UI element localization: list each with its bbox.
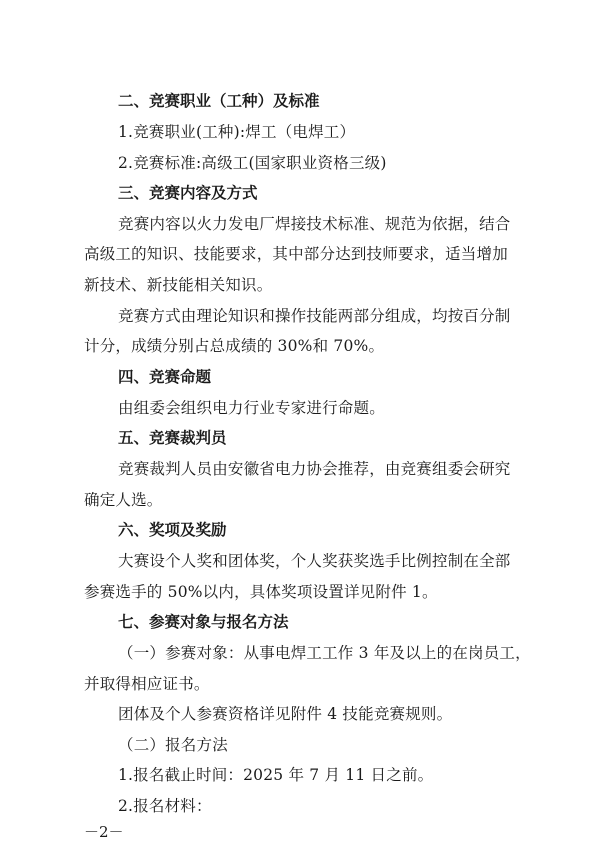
paragraph-line: 团体及个人参赛资格详见附件 4 技能竞赛规则。 bbox=[118, 705, 453, 723]
paragraph-line: 并取得相应证书。 bbox=[84, 675, 210, 693]
section-heading-2: 二、竞赛职业（工种）及标准 bbox=[118, 92, 320, 110]
paragraph-line: 竞赛内容以火力发电厂焊接技术标准、规范为依据，结合 bbox=[118, 215, 511, 233]
paragraph-line: 大赛设个人奖和团体奖，个人奖获奖选手比例控制在全部 bbox=[118, 552, 511, 570]
paragraph-line: 2.竞赛标准:高级工(国家职业资格三级) bbox=[118, 154, 387, 172]
paragraph-line: 竞赛裁判人员由安徽省电力协会推荐，由竞赛组委会研究 bbox=[118, 460, 511, 478]
paragraph-line: （一）参赛对象：从事电焊工工作 3 年及以上的在岗员工， bbox=[118, 644, 531, 662]
section-heading-4: 四、竞赛命题 bbox=[118, 368, 212, 386]
paragraph-line: 1.报名截止时间：2025 年 7 月 11 日之前。 bbox=[118, 766, 434, 784]
section-heading-5: 五、竞赛裁判员 bbox=[118, 429, 227, 447]
section-heading-3: 三、竞赛内容及方式 bbox=[118, 184, 258, 202]
section-heading-7: 七、参赛对象与报名方法 bbox=[118, 613, 289, 631]
paragraph-line: 1.竞赛职业(工种):焊工（电焊工） bbox=[118, 123, 356, 141]
subsection-heading: （二）报名方法 bbox=[118, 736, 228, 754]
paragraph-line: 确定人选。 bbox=[84, 491, 163, 509]
paragraph-line: 由组委会组织电力行业专家进行命题。 bbox=[118, 399, 385, 417]
paragraph-line: 参赛选手的 50%以内，具体奖项设置详见附件 1。 bbox=[84, 583, 438, 601]
paragraph-line: 2.报名材料： bbox=[118, 797, 212, 815]
paragraph-line: 计分，成绩分别占总成绩的 30%和 70%。 bbox=[84, 337, 385, 355]
paragraph-line: 高级工的知识、技能要求，其中部分达到技师要求，适当增加 bbox=[84, 245, 508, 263]
section-heading-6: 六、奖项及奖励 bbox=[118, 521, 227, 539]
page-number: －2－ bbox=[84, 823, 124, 841]
paragraph-line: 竞赛方式由理论知识和操作技能两部分组成，均按百分制 bbox=[118, 307, 511, 325]
paragraph-line: 新技术、新技能相关知识。 bbox=[84, 276, 273, 294]
